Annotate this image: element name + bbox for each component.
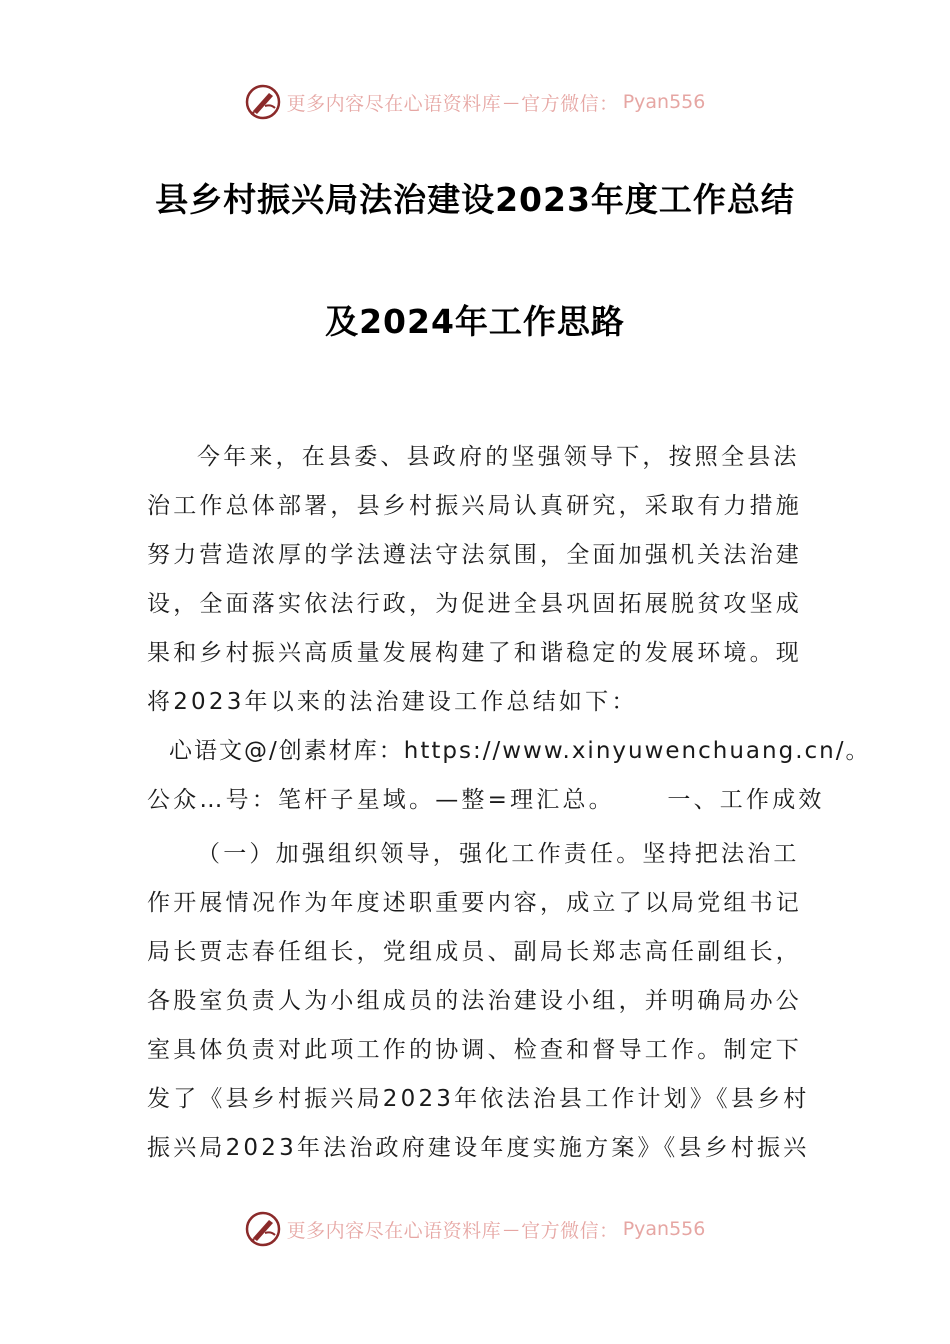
paragraph-line: 各股室负责人为小组成员的法治建设小组，并明确局办公 [147, 988, 802, 1014]
ad-and-heading-line [147, 776, 825, 825]
paragraph-line: 果和乡村振兴高质量发展构建了和谐稳定的发展环境。现 [147, 640, 802, 666]
pen-logo-icon [245, 1211, 281, 1247]
paragraph-line: 局长贾志春任组长，党组成员、副局长郑志高任副组长， [147, 939, 802, 965]
header-banner [0, 80, 950, 124]
paragraph-line: 振兴局2023年法治政府建设年度实施方案》《县乡村振兴 [147, 1135, 810, 1161]
paragraph-line: 治工作总体部署，县乡村振兴局认真研究，采取有力措施 [147, 493, 802, 519]
banner-separator: — [503, 1219, 520, 1239]
document-title-line2: 及2024年工作思路 [325, 302, 625, 341]
ad-line-2: 公众…号：笔杆子星域。—整=理汇总。 [147, 787, 615, 813]
banner-wechat-id: Pyan556 [622, 91, 706, 113]
banner-wechat-label: 官方微信： [521, 92, 619, 115]
banner-wechat-label: 官方微信： [521, 1219, 619, 1242]
banner-wechat-id: Pyan556 [622, 1218, 706, 1240]
section-heading: 一、工作成效 [667, 787, 825, 813]
paragraph-line: 室具体负责对此项工作的协调、检查和督导工作。制定下 [147, 1037, 802, 1063]
document-title-line1: 县乡村振兴局法治建设2023年度工作总结 [155, 180, 795, 219]
pen-logo-icon [245, 84, 281, 120]
intro-paragraph [147, 433, 871, 825]
footer-banner [0, 1207, 950, 1251]
paragraph-line: 设，全面落实依法行政，为促进全县巩固拓展脱贫攻坚成 [147, 591, 802, 617]
paragraph-line: 将2023年以来的法治建设工作总结如下： [147, 689, 638, 715]
section-paragraph [147, 830, 810, 1173]
ad-line: 心语文@/创素材库：https://www.xinyuwenchuang.cn/。 [169, 738, 871, 764]
paragraph-line: 发了《县乡村振兴局2023年依法治县工作计划》《县乡村 [147, 1086, 810, 1112]
paragraph-line: 今年来，在县委、县政府的坚强领导下，按照全县法 [197, 444, 800, 470]
banner-text: 更多内容尽在心语资料库 [286, 1219, 502, 1242]
banner-separator: — [503, 92, 520, 112]
paragraph-line: （一）加强组织领导，强化工作责任。坚持把法治工 [197, 841, 800, 867]
paragraph-line: 努力营造浓厚的学法遵法守法氛围，全面加强机关法治建 [147, 542, 802, 568]
banner-text: 更多内容尽在心语资料库 [286, 92, 502, 115]
paragraph-line: 作开展情况作为年度述职重要内容，成立了以局党组书记 [147, 890, 802, 916]
